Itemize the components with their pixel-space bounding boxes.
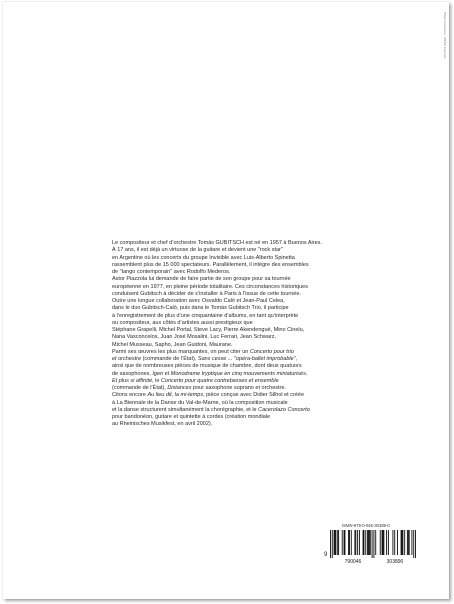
- back-cover-page: [3, 2, 449, 599]
- bio-line: [112, 269, 417, 276]
- bio-line: [112, 313, 417, 320]
- bio-text: (commande de l’État),: [112, 385, 168, 391]
- bio-line: [112, 320, 417, 327]
- photo-credit: Photo couverture : Michel Pourcine: [443, 12, 447, 59]
- bio-text: à l’enregistrement de plus d’une cinquantaine d’albums, en tant qu’interprète: [112, 312, 299, 319]
- bio-line: [112, 284, 417, 291]
- bio-line: [112, 407, 417, 414]
- bio-text: en Argentine où les concerts du groupe Invisible avec Luis-Alberto Spinetta: [112, 254, 295, 261]
- bio-line: [112, 276, 417, 283]
- bio-line: [112, 334, 417, 341]
- bio-italic-text: Monodrame tryptique en cinq mouvements miniaturisés: [170, 370, 306, 377]
- bio-italic-text: Distances: [167, 385, 192, 391]
- barcode-digits-right: 303890: [386, 559, 404, 565]
- bio-italic-text: Concerto pour trio: [249, 348, 294, 355]
- bio-text: Nana Vasconcelos, Juan José Mosalini, Luc Ferrari, Jean Schwarz,: [112, 334, 277, 341]
- barcode-digits-left: 790046: [344, 559, 362, 565]
- bio-text: de saxophones,: [112, 370, 153, 377]
- ismn-label: ISMN-979-0-046-30389-0: [342, 523, 390, 528]
- bio-line: [112, 371, 417, 378]
- bio-text: ,: [295, 356, 298, 362]
- bio-line: [112, 392, 417, 399]
- bio-text: (commande de l’État),: [141, 356, 198, 362]
- bio-line: [112, 298, 417, 305]
- barcode-icon: [330, 530, 416, 558]
- bio-text: À 17 ans, il est déjà un virtuose de la guitare et devient une "rock star": [112, 247, 283, 254]
- bio-line: [112, 414, 417, 421]
- bio-text: ainsi que de nombreuses pièces de musique de chambre, dont deux quatuors: [112, 363, 302, 370]
- bio-line: [112, 400, 417, 407]
- bio-line: [112, 291, 417, 298]
- bio-text: conduisent Gubitsch à décider de s’installer à Paris à l’issue de cette tournée.: [112, 290, 301, 297]
- bio-text: ou compositeur, aux côtés d’artistes aussi prestigieux que: [112, 319, 253, 326]
- bio-italic-text: et orchestre: [112, 356, 142, 362]
- bio-text: pour saxophone soprano et orchestre.: [191, 385, 286, 391]
- barcode-block: [324, 523, 418, 565]
- bio-text: Le compositeur et chef d’orchestre Tomás GUBITSCH est né en 1957 à Buenos Aires.: [112, 240, 322, 246]
- bio-line: [112, 363, 417, 370]
- bio-text: rassemblent plus de 15 000 spectateurs. Parallèlement, il intègre des ensembles: [112, 261, 309, 268]
- bio-italic-text: Igen: [152, 370, 164, 377]
- bio-line: [112, 385, 417, 392]
- bio-line: [112, 356, 417, 363]
- bio-text: dans le duo Gubitsch-Caló, puis dans le Tomás Gubitsch Trio, il participe: [112, 305, 289, 312]
- bio-text: et: [163, 370, 171, 377]
- bio-italic-text: Et plus si affinité: [112, 377, 153, 384]
- bio-line: [112, 378, 417, 385]
- composer-biography: [112, 240, 417, 429]
- bio-line: [112, 262, 417, 269]
- bio-text: et la danse structurent simultanément la chorégraphie, et le: [112, 406, 259, 413]
- barcode-lead-digit: 9: [324, 552, 328, 558]
- bio-text: Citons encore: [112, 392, 148, 399]
- bio-text: , le: [152, 377, 161, 384]
- bio-text: Astor Piazzola lui demande de faire partie de son groupe pour sa tournée: [112, 276, 291, 283]
- bio-italic-text: Au lieu dit, la mi-temps: [147, 392, 204, 399]
- bio-italic-text: Cacerolazo Concerto: [258, 406, 310, 413]
- bio-text: de "tango contemporain" avec Rodolfo Mederos.: [112, 269, 231, 275]
- bio-italic-text: Sans cesse ... "opéra-ballet improbable": [197, 356, 296, 362]
- bio-text: Michel Musseau, Sapho, Jean Guidoni, Maurane.: [112, 341, 233, 348]
- bio-text: à La Biennale de la Danse du Val-de-Marne, où la composition musicale: [112, 399, 288, 406]
- bio-text: Stéphane Grapelli, Michel Portal, Steve Lacy, Pierre Akendengué, Mino Cinelu,: [112, 327, 305, 333]
- bio-line: [112, 327, 417, 334]
- bio-text: au Rheinisches Musikfest, en avril 2002).: [112, 421, 213, 428]
- bio-text: , pièce conçue avec Didier Silhol et créée: [203, 392, 304, 399]
- bio-line: [112, 305, 417, 312]
- bio-line: [112, 342, 417, 349]
- bio-line: [112, 421, 417, 428]
- bio-line: [112, 349, 417, 356]
- bio-text: Outre une longue collaboration avec Osvaldo Caló et Jean-Paul Celea,: [112, 298, 285, 304]
- bio-line: [112, 247, 417, 254]
- bio-text: Parmi ses œuvres les plus marquantes, on peut citer un: [112, 348, 250, 355]
- bio-text: européenne en 1977, en pleine période totalitaire. Ces circonstances historiques: [112, 283, 308, 290]
- bio-italic-text: Concerto pour quatre contrebasses et ensemble: [160, 377, 279, 384]
- bio-line: [112, 255, 417, 262]
- bio-text: pour bandonéon, guitare et quintette à cordes (création mondiale: [112, 414, 271, 420]
- bio-text: .: [305, 370, 308, 377]
